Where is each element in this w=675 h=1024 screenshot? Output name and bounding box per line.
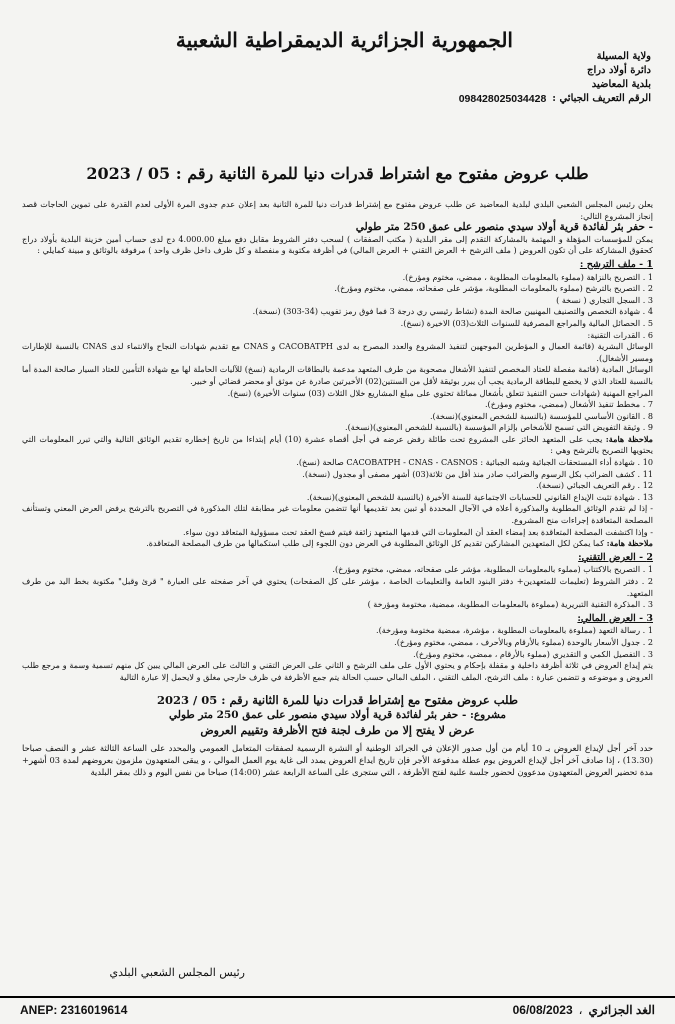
header [22,18,653,138]
list-item: 13 . شهادة تثبت الإيداع القانوني للحسابات الاجتماعية للسنة الأخيرة (بالنسبة للشخص المعنوي)(نسخة). [306,491,653,502]
project-line: - حفر بئر لفائدة قرية أولاد سيدي منصور على عمق 250 متر طولي [355,221,653,234]
important-note-2 [22,538,653,550]
list-item: 9 . وثيقة التفويض التي تسمح للأشخاص بإلزام المؤسسة (بالنسبة للشخص المعنوي)(نسخة). [345,422,653,433]
intro-paragraph: يعلن رئيس المجلس الشعبي البلدي لبلدية المعاضيد عن طلب عروض مفتوح مع إشتراط قدرات دنيا للمرة الثانية بعد إعلان عدم جدوى المرة الأولى لعدم القدرة على تموين الحاجات قصد إنجاز المشروع التالي: [22,199,653,221]
list-item: الوسائل المادية (قائمة مفصلة للعتاد المخصص لتنفيذ الأشغال مصحوبة من طرف المتعهد مدعمة بالبطاقات الرمادية (نسخ) للآليات الحاملة لها مع شهادة التأمين للعتاد السيار صالحة المدة أما بالنسبة للعتاد الذي لا يخضع للبطاقة الرمادية يجب أن يبرر بوثيقة لأقل من السنتين(02) الأخيرتين صادرة عن موثق أو محضر قضائي أو خبير. [22,364,653,386]
wilaya-line: ولاية المسيلة [596,51,651,62]
section-financial-title: 3 - العرض المالي: [577,612,653,624]
list-item: 7 . مخطط تنفيذ الأشغال (ممضي، مختوم ومؤرخ). [484,399,653,410]
daira-line: دائرة أولاد دراج [586,65,651,76]
post-award-list [22,457,653,503]
tender-title: طلب عروض مفتوح مع اشتراط قدرات دنيا للمرة الثانية رقم : 05 / 2023 [86,164,589,183]
list-item: 1 . رسالة التعهد (مملوءة بالمعلومات المطلوبة ، مؤشرة، ممضية مختومة ومؤرخة). [376,625,653,636]
conditions-paragraph: يمكن للمؤسسات المؤهلة و المهتمة بالمشاركة التقدم إلى مقر البلدية ( مكتب الصفقات ) لسحب دفتر الشروط مقابل دفع مبلغ 4.000.00 دج لدى حساب أمين خزينة البلدية بأولاد دراج كحقوق المشاركة على أن تكون العروض ( ملف الترشح + العرض التقني + العرض المالي) في أظرفة مكتوبة و منفصلة و كل ظرف داخل ظرف واحد ) مرفوقة بالوثائق و مبينة كمايلي : [22,233,653,256]
list-item: 2 . جدول الأسعار بالوحدة (مملوء بالأرقام وبالأحرف ، ممضي، مختوم ومؤرخ). [394,636,653,647]
envelope-line-3: عرض لا يفتح إلا من طرف لجنة فتح الأظرفة وتقييم العروض [200,724,475,738]
commune-line: بلدية المعاضيد [591,79,651,90]
section-technical-title: 2 - العرض التقني: [578,551,653,563]
nif-label: الرقم التعريف الجبائي : [552,93,651,104]
candidature-list [22,272,653,434]
note-text: يجب على المتعهد الحائز على المشروع تحت طائلة رفض عرضه في أجل أقصاه عشرة (10) أيام إبتداءا من تاريخ إخطاره تقديم الوثائق التالية والتي تبرر المعلومات التي يحتويها التصريح بالترشح وهي : [22,433,653,456]
list-item: 8 . القانون الأساسي للمؤسسة (بالنسبة للشخص المعنوي)(نسخة). [429,410,653,421]
publication-date: 06/08/2023 [512,1003,573,1017]
important-note-1 [22,434,653,457]
note-label: ملاحظة هامة: [606,538,653,549]
footer-bar [0,996,675,1022]
deadline-paragraph: حدد آخر أجل لإيداع العروض بـ 10 أيام من أول صدور الإعلان في الجرائد الوطنية أو النشرة الرسمية لصفقات المتعامل العمومي والمحدد على الساعة الثالثة عشر و النصف صباحا (13.30) ، إذا صادف آخر أجل لإيداع العروض يوم عطلة مدفوعة الأجر فإن تاريخ ايداع العروض يمدد الى غاية يوم العمل الموالي ، و يبقى المتعهدون ملزمون بعروضهم لمدة 03 أشهر+ مدة تحضير العروض المتعهدون مدعوون لحضور جلسة علنية لفتح الأظرفة ، التي ستجرى على الساعة الرابعة عشر (14:00) صباحا من نفس اليوم و ذلك بمقر البلدية [22,743,654,778]
list-item: 5 . الحصائل المالية والمراجع المصرفية للسنوات الثلاث(03) الاخيرة (نسخ). [400,317,653,328]
section-candidature-title: 1 - ملف الترشح : [579,258,653,270]
list-item: 11 . كشف الضرائب بكل الرسوم والضرائب صادر منذ أقل من ثلاثة(03) أشهر مصفى أو مجدول (نسخة). [302,468,653,479]
tender-body [22,199,653,683]
list-item: 3 . التفصيل الكمي و التقديري (مملوء بالأرقام ، ممضي، مختوم ومؤرخ). [413,648,653,659]
technical-list [22,564,653,610]
list-item: 2 . التصريح بالترشح (مملوء بالمعلومات المطلوبة، مؤشر على صفحاته، ممضي، مختوم ومؤرخ). [334,283,653,294]
anep-number: ANEP: 2316019614 [20,1003,128,1017]
list-item: 4 . شهادة التخصص والتصنيف المهنيين صالحة المدة (نشاط رئيسي ري درجة 3 فما فوق رمز تفويب (34-303) (نسخة). [252,306,653,317]
nif-line [459,92,651,106]
newspaper-name: الغد الجزائري [588,1003,655,1017]
list-item: 1 . التصريح بالاكتتاب (مملوء بالمعلومات المطلوبة، مؤشر على صفحاته، ممضي، مختوم ومؤرخ). [332,564,653,575]
republic-title: الجمهورية الجزائرية الديمقراطية الشعبية [175,28,513,52]
note-text: كما يمكن لكل المتعهدين المشاركين تقديم كل الوثائق المطلوبة في العرض دون اللجوء إلى طلب استكمالها من طرف المصلحة المتعاقدة. [146,538,605,549]
list-item: المراجع المهنية (شهادات حسن التنفيذ تتعلق بأشغال مماثلة تحتوي على مبلغ المشاريع خلال الثلاث (03) سنوات الأخيرة) (نسخ). [227,387,653,398]
envelope-label-block [22,693,653,738]
list-item: 2 . دفتر الشروط (تعليمات للمتعهدين+ دفتر البنود العامة والتعليمات الخاصة ، مؤشر على كل الصفحات) يحتوي في آخر صفحته على العبارة " قرئ وقبل" مكتوبة بخط اليد من طرف المتعهد. [22,576,653,598]
signature-line: رئيس المجلس الشعبي البلدي [109,966,245,979]
list-item: 3 . السجل التجاري ( نسخة ) [556,294,653,305]
financial-list [22,625,653,660]
envelope-line-1: طلب عروض مفتوح مع إشتراط قدرات دنيا للمرة الثانية رقم : 05 / 2023 [157,693,518,708]
envelope-instructions: يتم إيداع العروض في ثلاثة أظرفة داخلية و مقفلة بإحكام و يحتوي الأول على ملف الترشح و الثاني على العرض التقني و الثالث على العرض المالي يبين كل منهم تسمية وسمة و مرجع طلب العروض و موضوعه و تتضمن عبارة : ملف الترشح، الملف التقني ، الملف المالي حسب الحالة يتم جمع الأظرفة في ظرف خارجي مغلق و لايحمل إلا عبارة التالية [22,660,653,682]
date-separator: ، [578,1003,583,1017]
rule-paragraph: - وإذا اكتشفت المصلحة المتعاقدة بعد إمضاء العقد أن المعلومات التي قدمها المتعهد زائفة فيتم فسخ العقد تحت مسؤولية المتعاقد دون سواء. [182,526,653,537]
list-item: 6 . القدرات التقنية: [587,329,653,340]
list-item: 1 . التصريح بالنزاهة (مملوء بالمعلومات المطلوبة ، ممضي، مختوم ومؤرخ). [402,271,653,282]
administration-block [459,50,651,106]
list-item: الوسائل البشرية (قائمة العمال و المؤطرين الموجهين لتنفيذ المشروع والعدد المصرح به لدى CACOBATPH و CNAS مع تقديم شهادات النجاح والانتماء لدى CNAS بالنسبة للإطارات ومسير الأشغال). [22,341,653,363]
list-item: 3 . المذكرة التقنية التبريرية (مملوءة بالمعلومات المطلوبة، ممضية، مختومة ومؤرخة ) [367,599,653,610]
envelope-line-2: مشروع: - حفر بئر لفائدة قرية أولاد سيدي منصور على عمق 250 متر طولي [169,709,506,722]
list-item: 10 . شهادة أداء المستحقات الجبائية وشبه الجبائية : CACOBATPH - CNAS - CASNOS صالحة (نسخ). [296,457,653,468]
newspaper-info [513,1003,655,1017]
rule-paragraph: - إذا لم تقدم الوثائق المطلوبة والمذكورة أعلاه في الآجال المحددة أو تبين بعد تقديمها أنها تتضمن معلومات غير مطابقة لتلك المذكورة في التصريح بالترشح يرفض العرض المعني وتستأنف المصلحة المتعاقدة إجراءات منح المشروع. [22,503,653,526]
nif-value: 09842802503442​8 [458,93,547,105]
note-label: ملاحظة هامة: [605,433,653,444]
list-item: 12 . رقم التعريف الجبائي (نسخة). [536,480,653,491]
